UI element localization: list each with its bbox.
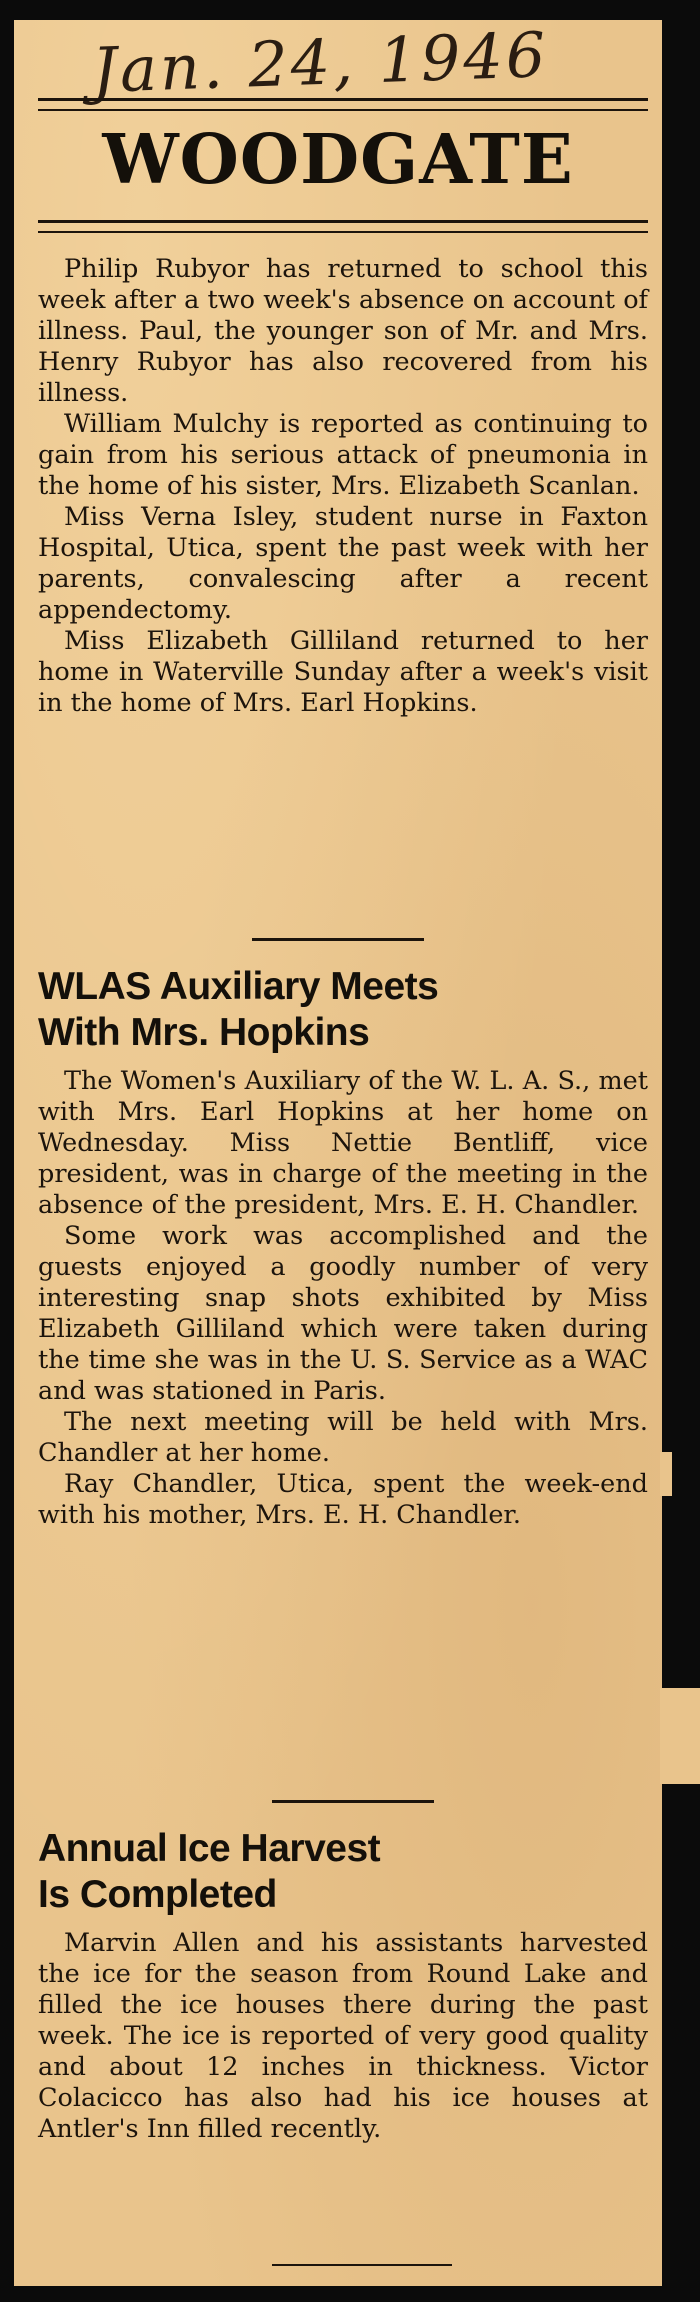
story-3-headline <box>38 1826 648 1918</box>
story-2-headline-line-1: WLAS Auxiliary Meets <box>38 965 439 1008</box>
story-2-paragraph-2: Some work was accomplished and the guests enjoyed a goodly number of very interesting snap shots exhibited by Miss Elizabeth Gilliland which were taken during the time she was in the U. S. Service as a WAC and was stationed in Paris. <box>38 1221 648 1406</box>
story-1 <box>38 254 648 719</box>
story-1-paragraph-4: Miss Elizabeth Gilliland returned to her home in Waterville Sunday after a week's visit in the home of Mrs. Earl Hopkins. <box>38 626 648 718</box>
story-2-headline <box>38 964 648 1056</box>
story-3-paragraph-1: Marvin Allen and his assistants harvested the ice for the season from Round Lake and filled the ice houses there during the past week. The ice is reported of very good quality and about 12 inches in thickness. Victor Colacicco has also had his ice houses at Antler's Inn filled recently. <box>38 1928 648 2144</box>
masthead-bottom-rule <box>38 220 648 233</box>
story-1-paragraph-2: William Mulchy is reported as continuing to gain from his serious attack of pneumonia in the home of his sister, Mrs. Elizabeth Scanlan. <box>38 409 648 501</box>
story-2-paragraph-3: The next meeting will be held with Mrs. Chandler at her home. <box>38 1407 648 1468</box>
story-3 <box>38 1928 648 2145</box>
paper-fragment <box>660 1688 700 1784</box>
story-2-headline-line-2: With Mrs. Hopkins <box>38 1011 370 1054</box>
story-1-paragraph-3: Miss Verna Isley, student nurse in Faxton Hospital, Utica, spent the past week with her parents, convalescing after a recent appendectomy. <box>38 502 648 625</box>
handwritten-date: Jan. 24, 1946 <box>90 18 550 107</box>
story-1-paragraph-1: Philip Rubyor has returned to school this week after a two week's absence on account of illness. Paul, the younger son of Mr. and Mrs. Henry Rubyor has also recovered from his illness. <box>38 254 648 408</box>
paper-fragment <box>660 1452 672 1496</box>
story-3-headline-line-1: Annual Ice Harvest <box>38 1827 381 1870</box>
story-divider <box>272 1800 434 1803</box>
story-2-paragraph-4: Ray Chandler, Utica, spent the week-end with his mother, Mrs. E. H. Chandler. <box>38 1469 648 1530</box>
masthead-top-rule <box>38 98 648 111</box>
story-divider <box>252 938 424 941</box>
story-3-headline-line-2: Is Completed <box>38 1873 277 1916</box>
story-2 <box>38 1066 648 1531</box>
newspaper-clipping <box>14 20 662 2286</box>
bottom-rule <box>272 2264 452 2266</box>
story-2-paragraph-1: The Women's Auxiliary of the W. L. A. S., met with Mrs. Earl Hopkins at her home on Wednesday. Miss Nettie Bentliff, vice president, was in charge of the meeting in the absence of the president, Mrs. E. H. Chandler. <box>38 1066 648 1220</box>
masthead-title: WOODGATE <box>102 120 574 200</box>
